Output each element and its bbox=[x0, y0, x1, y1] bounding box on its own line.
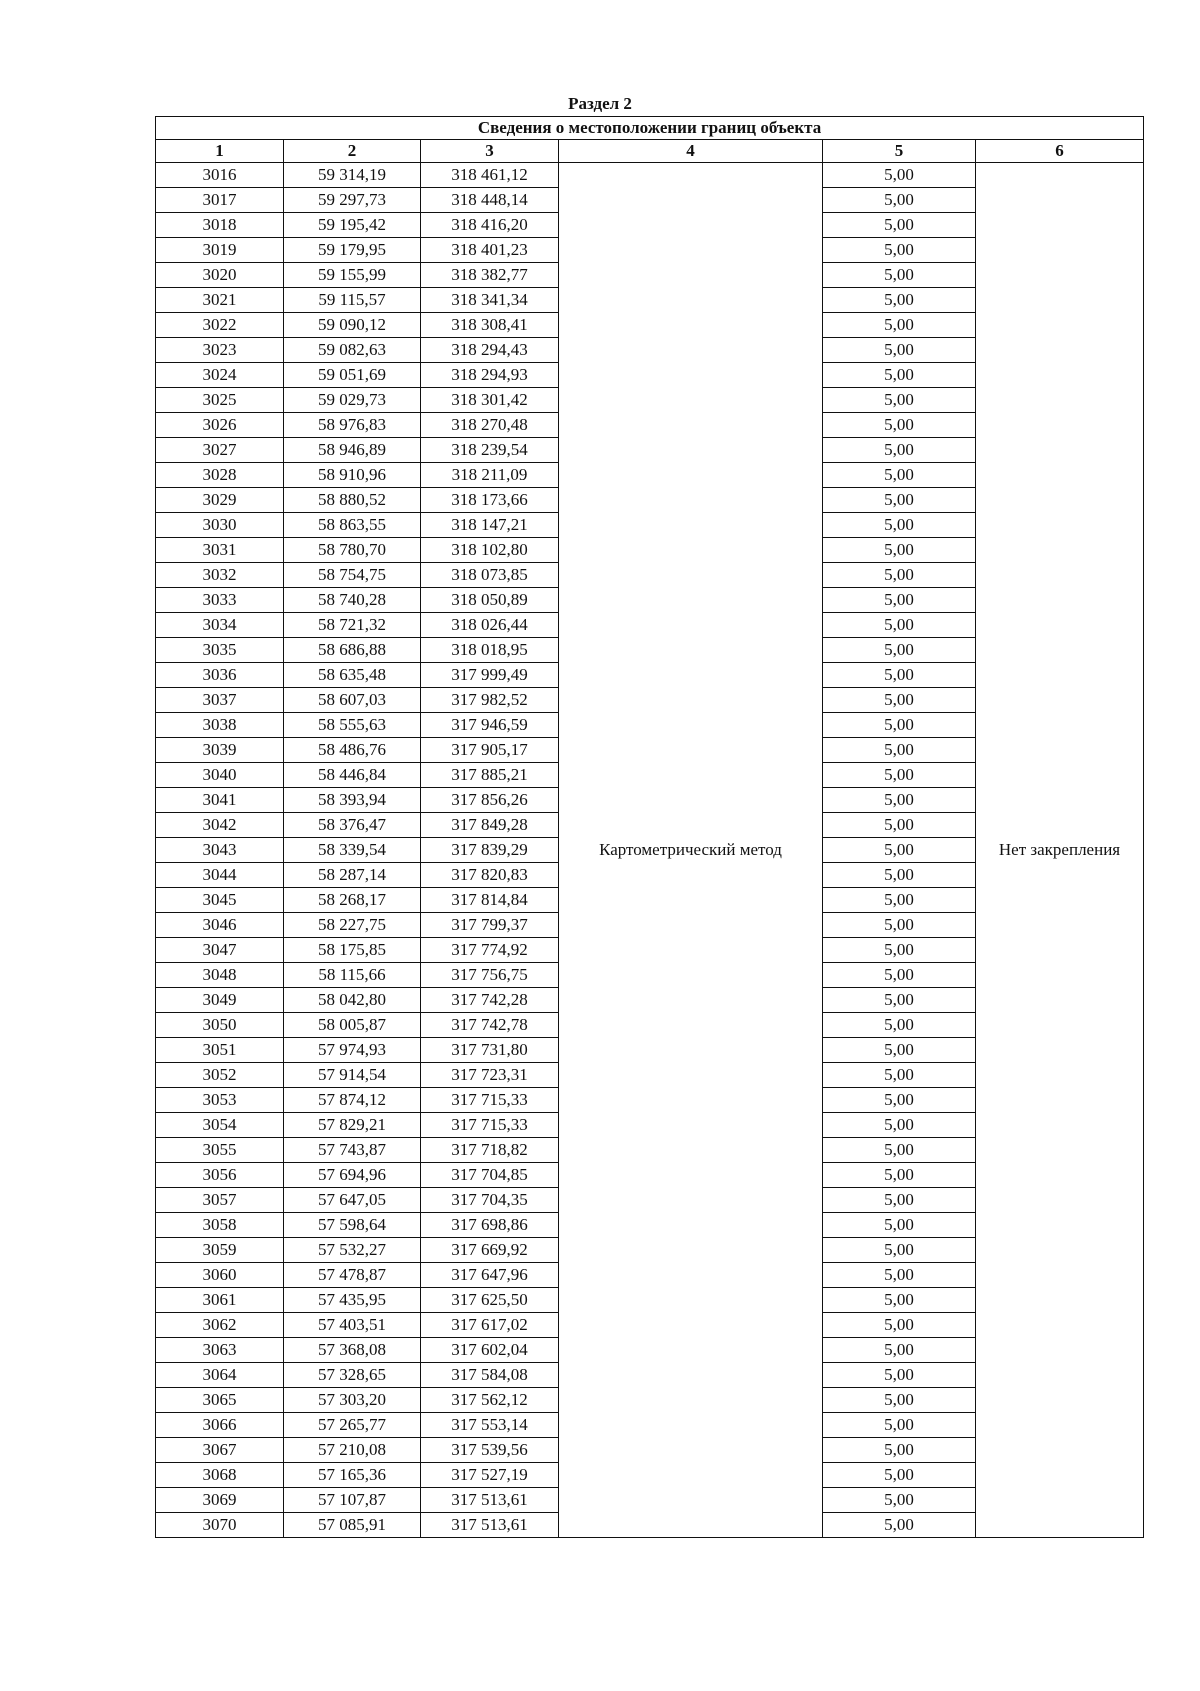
point-number-cell: 3026 bbox=[156, 413, 284, 438]
x-coordinate-cell: 58 946,89 bbox=[284, 438, 421, 463]
point-number-cell: 3049 bbox=[156, 988, 284, 1013]
x-coordinate-cell: 59 195,42 bbox=[284, 213, 421, 238]
y-coordinate-cell: 318 461,12 bbox=[421, 163, 559, 188]
accuracy-cell: 5,00 bbox=[823, 263, 976, 288]
y-coordinate-cell: 318 308,41 bbox=[421, 313, 559, 338]
point-number-cell: 3067 bbox=[156, 1438, 284, 1463]
point-number-cell: 3069 bbox=[156, 1488, 284, 1513]
y-coordinate-cell: 317 617,02 bbox=[421, 1313, 559, 1338]
y-coordinate-cell: 318 102,80 bbox=[421, 538, 559, 563]
y-coordinate-cell: 317 698,86 bbox=[421, 1213, 559, 1238]
x-coordinate-cell: 57 265,77 bbox=[284, 1413, 421, 1438]
x-coordinate-cell: 57 210,08 bbox=[284, 1438, 421, 1463]
accuracy-cell: 5,00 bbox=[823, 663, 976, 688]
accuracy-cell: 5,00 bbox=[823, 1288, 976, 1313]
point-number-cell: 3042 bbox=[156, 813, 284, 838]
x-coordinate-cell: 58 635,48 bbox=[284, 663, 421, 688]
x-coordinate-cell: 58 607,03 bbox=[284, 688, 421, 713]
point-number-cell: 3033 bbox=[156, 588, 284, 613]
x-coordinate-cell: 59 082,63 bbox=[284, 338, 421, 363]
accuracy-cell: 5,00 bbox=[823, 1013, 976, 1038]
point-number-cell: 3036 bbox=[156, 663, 284, 688]
accuracy-cell: 5,00 bbox=[823, 363, 976, 388]
y-coordinate-cell: 318 294,43 bbox=[421, 338, 559, 363]
point-number-cell: 3051 bbox=[156, 1038, 284, 1063]
x-coordinate-cell: 59 297,73 bbox=[284, 188, 421, 213]
y-coordinate-cell: 318 270,48 bbox=[421, 413, 559, 438]
point-number-cell: 3018 bbox=[156, 213, 284, 238]
x-coordinate-cell: 59 314,19 bbox=[284, 163, 421, 188]
boundary-coordinates-table bbox=[155, 116, 1144, 1538]
y-coordinate-cell: 318 211,09 bbox=[421, 463, 559, 488]
point-number-cell: 3025 bbox=[156, 388, 284, 413]
y-coordinate-cell: 318 147,21 bbox=[421, 513, 559, 538]
y-coordinate-cell: 318 073,85 bbox=[421, 563, 559, 588]
accuracy-cell: 5,00 bbox=[823, 763, 976, 788]
x-coordinate-cell: 57 368,08 bbox=[284, 1338, 421, 1363]
point-number-cell: 3043 bbox=[156, 838, 284, 863]
accuracy-cell: 5,00 bbox=[823, 1163, 976, 1188]
point-number-cell: 3050 bbox=[156, 1013, 284, 1038]
point-number-cell: 3034 bbox=[156, 613, 284, 638]
accuracy-cell: 5,00 bbox=[823, 588, 976, 613]
y-coordinate-cell: 318 026,44 bbox=[421, 613, 559, 638]
point-number-cell: 3047 bbox=[156, 938, 284, 963]
boundary-coordinates-table-wrapper bbox=[155, 116, 1143, 1538]
y-coordinate-cell: 317 602,04 bbox=[421, 1338, 559, 1363]
accuracy-cell: 5,00 bbox=[823, 938, 976, 963]
point-number-cell: 3054 bbox=[156, 1113, 284, 1138]
accuracy-cell: 5,00 bbox=[823, 163, 976, 188]
x-coordinate-cell: 58 268,17 bbox=[284, 888, 421, 913]
point-number-cell: 3041 bbox=[156, 788, 284, 813]
y-coordinate-cell: 318 301,42 bbox=[421, 388, 559, 413]
y-coordinate-cell: 317 704,85 bbox=[421, 1163, 559, 1188]
point-number-cell: 3030 bbox=[156, 513, 284, 538]
x-coordinate-cell: 57 328,65 bbox=[284, 1363, 421, 1388]
y-coordinate-cell: 317 513,61 bbox=[421, 1513, 559, 1538]
accuracy-cell: 5,00 bbox=[823, 688, 976, 713]
x-coordinate-cell: 58 287,14 bbox=[284, 863, 421, 888]
x-coordinate-cell: 58 721,32 bbox=[284, 613, 421, 638]
point-number-cell: 3039 bbox=[156, 738, 284, 763]
point-number-cell: 3031 bbox=[156, 538, 284, 563]
point-number-cell: 3017 bbox=[156, 188, 284, 213]
column-header-6: 6 bbox=[976, 140, 1144, 163]
x-coordinate-cell: 57 829,21 bbox=[284, 1113, 421, 1138]
accuracy-cell: 5,00 bbox=[823, 1038, 976, 1063]
accuracy-cell: 5,00 bbox=[823, 1388, 976, 1413]
x-coordinate-cell: 57 598,64 bbox=[284, 1213, 421, 1238]
column-number-row bbox=[156, 140, 1144, 163]
point-number-cell: 3053 bbox=[156, 1088, 284, 1113]
y-coordinate-cell: 317 742,78 bbox=[421, 1013, 559, 1038]
point-number-cell: 3027 bbox=[156, 438, 284, 463]
y-coordinate-cell: 317 774,92 bbox=[421, 938, 559, 963]
x-coordinate-cell: 58 446,84 bbox=[284, 763, 421, 788]
accuracy-cell: 5,00 bbox=[823, 213, 976, 238]
point-number-cell: 3059 bbox=[156, 1238, 284, 1263]
point-number-cell: 3056 bbox=[156, 1163, 284, 1188]
y-coordinate-cell: 317 849,28 bbox=[421, 813, 559, 838]
accuracy-cell: 5,00 bbox=[823, 338, 976, 363]
point-number-cell: 3068 bbox=[156, 1463, 284, 1488]
accuracy-cell: 5,00 bbox=[823, 1113, 976, 1138]
x-coordinate-cell: 59 051,69 bbox=[284, 363, 421, 388]
point-number-cell: 3022 bbox=[156, 313, 284, 338]
column-header-1: 1 bbox=[156, 140, 284, 163]
point-number-cell: 3021 bbox=[156, 288, 284, 313]
point-number-cell: 3045 bbox=[156, 888, 284, 913]
method-cell: Картометрический метод bbox=[559, 163, 823, 1538]
x-coordinate-cell: 57 435,95 bbox=[284, 1288, 421, 1313]
point-number-cell: 3055 bbox=[156, 1138, 284, 1163]
accuracy-cell: 5,00 bbox=[823, 413, 976, 438]
column-header-4: 4 bbox=[559, 140, 823, 163]
y-coordinate-cell: 317 704,35 bbox=[421, 1188, 559, 1213]
accuracy-cell: 5,00 bbox=[823, 838, 976, 863]
accuracy-cell: 5,00 bbox=[823, 1138, 976, 1163]
accuracy-cell: 5,00 bbox=[823, 788, 976, 813]
x-coordinate-cell: 58 754,75 bbox=[284, 563, 421, 588]
accuracy-cell: 5,00 bbox=[823, 1313, 976, 1338]
point-number-cell: 3046 bbox=[156, 913, 284, 938]
section-title: Раздел 2 bbox=[568, 94, 632, 113]
point-number-cell: 3019 bbox=[156, 238, 284, 263]
point-number-cell: 3020 bbox=[156, 263, 284, 288]
x-coordinate-cell: 58 976,83 bbox=[284, 413, 421, 438]
y-coordinate-cell: 317 647,96 bbox=[421, 1263, 559, 1288]
accuracy-cell: 5,00 bbox=[823, 1513, 976, 1538]
y-coordinate-cell: 317 731,80 bbox=[421, 1038, 559, 1063]
y-coordinate-cell: 318 382,77 bbox=[421, 263, 559, 288]
x-coordinate-cell: 57 532,27 bbox=[284, 1238, 421, 1263]
x-coordinate-cell: 58 740,28 bbox=[284, 588, 421, 613]
accuracy-cell: 5,00 bbox=[823, 488, 976, 513]
x-coordinate-cell: 57 085,91 bbox=[284, 1513, 421, 1538]
accuracy-cell: 5,00 bbox=[823, 713, 976, 738]
accuracy-cell: 5,00 bbox=[823, 913, 976, 938]
x-coordinate-cell: 58 339,54 bbox=[284, 838, 421, 863]
accuracy-cell: 5,00 bbox=[823, 963, 976, 988]
x-coordinate-cell: 58 880,52 bbox=[284, 488, 421, 513]
y-coordinate-cell: 318 173,66 bbox=[421, 488, 559, 513]
x-coordinate-cell: 58 042,80 bbox=[284, 988, 421, 1013]
accuracy-cell: 5,00 bbox=[823, 238, 976, 263]
point-number-cell: 3058 bbox=[156, 1213, 284, 1238]
y-coordinate-cell: 317 669,92 bbox=[421, 1238, 559, 1263]
accuracy-cell: 5,00 bbox=[823, 863, 976, 888]
y-coordinate-cell: 317 814,84 bbox=[421, 888, 559, 913]
accuracy-cell: 5,00 bbox=[823, 1438, 976, 1463]
table-heading-row bbox=[156, 117, 1144, 140]
x-coordinate-cell: 57 403,51 bbox=[284, 1313, 421, 1338]
accuracy-cell: 5,00 bbox=[823, 388, 976, 413]
point-number-cell: 3052 bbox=[156, 1063, 284, 1088]
x-coordinate-cell: 59 115,57 bbox=[284, 288, 421, 313]
x-coordinate-cell: 57 914,54 bbox=[284, 1063, 421, 1088]
point-number-cell: 3040 bbox=[156, 763, 284, 788]
accuracy-cell: 5,00 bbox=[823, 1263, 976, 1288]
y-coordinate-cell: 317 584,08 bbox=[421, 1363, 559, 1388]
column-header-5: 5 bbox=[823, 140, 976, 163]
x-coordinate-cell: 58 175,85 bbox=[284, 938, 421, 963]
x-coordinate-cell: 57 478,87 bbox=[284, 1263, 421, 1288]
y-coordinate-cell: 317 946,59 bbox=[421, 713, 559, 738]
y-coordinate-cell: 317 885,21 bbox=[421, 763, 559, 788]
x-coordinate-cell: 58 115,66 bbox=[284, 963, 421, 988]
accuracy-cell: 5,00 bbox=[823, 438, 976, 463]
x-coordinate-cell: 58 376,47 bbox=[284, 813, 421, 838]
accuracy-cell: 5,00 bbox=[823, 613, 976, 638]
y-coordinate-cell: 318 018,95 bbox=[421, 638, 559, 663]
y-coordinate-cell: 317 553,14 bbox=[421, 1413, 559, 1438]
point-number-cell: 3038 bbox=[156, 713, 284, 738]
marking-cell: Нет закрепления bbox=[976, 163, 1144, 1538]
y-coordinate-cell: 317 539,56 bbox=[421, 1438, 559, 1463]
accuracy-cell: 5,00 bbox=[823, 1238, 976, 1263]
x-coordinate-cell: 59 179,95 bbox=[284, 238, 421, 263]
x-coordinate-cell: 58 863,55 bbox=[284, 513, 421, 538]
point-number-cell: 3066 bbox=[156, 1413, 284, 1438]
x-coordinate-cell: 58 780,70 bbox=[284, 538, 421, 563]
column-header-2: 2 bbox=[284, 140, 421, 163]
point-number-cell: 3060 bbox=[156, 1263, 284, 1288]
y-coordinate-cell: 317 839,29 bbox=[421, 838, 559, 863]
accuracy-cell: 5,00 bbox=[823, 288, 976, 313]
y-coordinate-cell: 317 742,28 bbox=[421, 988, 559, 1013]
y-coordinate-cell: 318 341,34 bbox=[421, 288, 559, 313]
x-coordinate-cell: 58 393,94 bbox=[284, 788, 421, 813]
y-coordinate-cell: 317 715,33 bbox=[421, 1113, 559, 1138]
x-coordinate-cell: 57 107,87 bbox=[284, 1488, 421, 1513]
accuracy-cell: 5,00 bbox=[823, 888, 976, 913]
accuracy-cell: 5,00 bbox=[823, 988, 976, 1013]
y-coordinate-cell: 317 527,19 bbox=[421, 1463, 559, 1488]
y-coordinate-cell: 318 239,54 bbox=[421, 438, 559, 463]
x-coordinate-cell: 59 029,73 bbox=[284, 388, 421, 413]
accuracy-cell: 5,00 bbox=[823, 538, 976, 563]
table-body bbox=[156, 163, 1144, 1538]
accuracy-cell: 5,00 bbox=[823, 1338, 976, 1363]
y-coordinate-cell: 317 982,52 bbox=[421, 688, 559, 713]
y-coordinate-cell: 318 401,23 bbox=[421, 238, 559, 263]
point-number-cell: 3064 bbox=[156, 1363, 284, 1388]
point-number-cell: 3057 bbox=[156, 1188, 284, 1213]
point-number-cell: 3032 bbox=[156, 563, 284, 588]
x-coordinate-cell: 57 743,87 bbox=[284, 1138, 421, 1163]
y-coordinate-cell: 317 799,37 bbox=[421, 913, 559, 938]
accuracy-cell: 5,00 bbox=[823, 313, 976, 338]
x-coordinate-cell: 59 155,99 bbox=[284, 263, 421, 288]
accuracy-cell: 5,00 bbox=[823, 563, 976, 588]
y-coordinate-cell: 317 715,33 bbox=[421, 1088, 559, 1113]
y-coordinate-cell: 317 723,31 bbox=[421, 1063, 559, 1088]
accuracy-cell: 5,00 bbox=[823, 1413, 976, 1438]
table-row bbox=[156, 163, 1144, 188]
table-heading: Сведения о местоположении границ объекта bbox=[156, 117, 1144, 140]
x-coordinate-cell: 57 303,20 bbox=[284, 1388, 421, 1413]
y-coordinate-cell: 317 999,49 bbox=[421, 663, 559, 688]
accuracy-cell: 5,00 bbox=[823, 1363, 976, 1388]
accuracy-cell: 5,00 bbox=[823, 1488, 976, 1513]
accuracy-cell: 5,00 bbox=[823, 1063, 976, 1088]
y-coordinate-cell: 318 416,20 bbox=[421, 213, 559, 238]
y-coordinate-cell: 317 820,83 bbox=[421, 863, 559, 888]
accuracy-cell: 5,00 bbox=[823, 1188, 976, 1213]
point-number-cell: 3048 bbox=[156, 963, 284, 988]
x-coordinate-cell: 57 874,12 bbox=[284, 1088, 421, 1113]
point-number-cell: 3016 bbox=[156, 163, 284, 188]
x-coordinate-cell: 57 647,05 bbox=[284, 1188, 421, 1213]
accuracy-cell: 5,00 bbox=[823, 513, 976, 538]
point-number-cell: 3035 bbox=[156, 638, 284, 663]
point-number-cell: 3070 bbox=[156, 1513, 284, 1538]
x-coordinate-cell: 58 486,76 bbox=[284, 738, 421, 763]
accuracy-cell: 5,00 bbox=[823, 1088, 976, 1113]
accuracy-cell: 5,00 bbox=[823, 813, 976, 838]
y-coordinate-cell: 317 856,26 bbox=[421, 788, 559, 813]
x-coordinate-cell: 59 090,12 bbox=[284, 313, 421, 338]
y-coordinate-cell: 317 905,17 bbox=[421, 738, 559, 763]
point-number-cell: 3024 bbox=[156, 363, 284, 388]
point-number-cell: 3063 bbox=[156, 1338, 284, 1363]
x-coordinate-cell: 58 227,75 bbox=[284, 913, 421, 938]
x-coordinate-cell: 57 165,36 bbox=[284, 1463, 421, 1488]
point-number-cell: 3029 bbox=[156, 488, 284, 513]
point-number-cell: 3037 bbox=[156, 688, 284, 713]
accuracy-cell: 5,00 bbox=[823, 188, 976, 213]
y-coordinate-cell: 318 294,93 bbox=[421, 363, 559, 388]
y-coordinate-cell: 317 562,12 bbox=[421, 1388, 559, 1413]
point-number-cell: 3062 bbox=[156, 1313, 284, 1338]
x-coordinate-cell: 58 910,96 bbox=[284, 463, 421, 488]
accuracy-cell: 5,00 bbox=[823, 1213, 976, 1238]
y-coordinate-cell: 317 513,61 bbox=[421, 1488, 559, 1513]
point-number-cell: 3065 bbox=[156, 1388, 284, 1413]
y-coordinate-cell: 318 050,89 bbox=[421, 588, 559, 613]
point-number-cell: 3061 bbox=[156, 1288, 284, 1313]
y-coordinate-cell: 318 448,14 bbox=[421, 188, 559, 213]
y-coordinate-cell: 317 756,75 bbox=[421, 963, 559, 988]
x-coordinate-cell: 57 974,93 bbox=[284, 1038, 421, 1063]
accuracy-cell: 5,00 bbox=[823, 638, 976, 663]
accuracy-cell: 5,00 bbox=[823, 1463, 976, 1488]
point-number-cell: 3023 bbox=[156, 338, 284, 363]
x-coordinate-cell: 58 005,87 bbox=[284, 1013, 421, 1038]
x-coordinate-cell: 58 555,63 bbox=[284, 713, 421, 738]
x-coordinate-cell: 57 694,96 bbox=[284, 1163, 421, 1188]
column-header-3: 3 bbox=[421, 140, 559, 163]
point-number-cell: 3044 bbox=[156, 863, 284, 888]
x-coordinate-cell: 58 686,88 bbox=[284, 638, 421, 663]
accuracy-cell: 5,00 bbox=[823, 463, 976, 488]
accuracy-cell: 5,00 bbox=[823, 738, 976, 763]
y-coordinate-cell: 317 718,82 bbox=[421, 1138, 559, 1163]
point-number-cell: 3028 bbox=[156, 463, 284, 488]
y-coordinate-cell: 317 625,50 bbox=[421, 1288, 559, 1313]
